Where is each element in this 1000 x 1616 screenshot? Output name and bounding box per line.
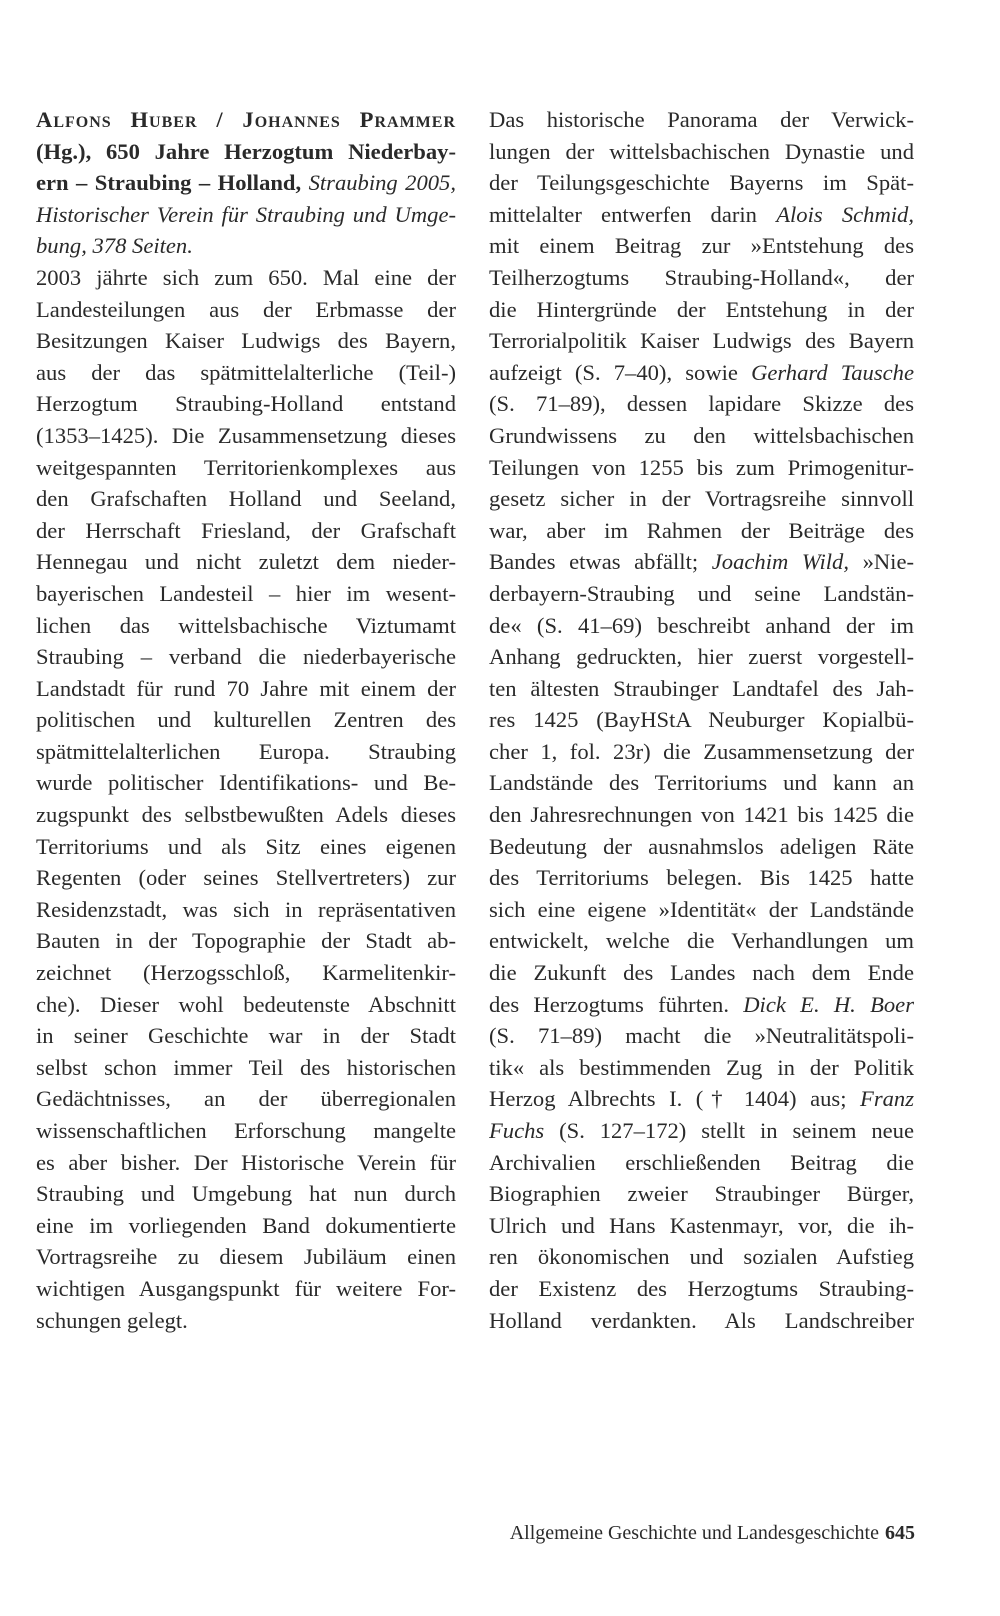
body-line: che). Dieser wohl bedeutenste Abschnitt [36, 991, 456, 1017]
left-column [36, 104, 456, 1336]
body-text: Grundwissens zu den wittelsbachischen [489, 422, 914, 448]
body-line [489, 767, 914, 799]
body-text: der Teilungsgeschichte Bayerns im Spät- [489, 170, 914, 196]
body-text: war, aber im Rahmen der Beiträge des [489, 517, 914, 543]
body-line: aus der das spätmittelalterliche (Teil-) [36, 359, 456, 385]
body-text: de« (S. 41–69) beschreibt anhand der im [489, 612, 914, 638]
heading-line-authors [36, 104, 456, 136]
body-text: sich eine eigene »Identität« der Landstände [489, 896, 914, 922]
body-line [489, 578, 914, 610]
body-line: spätmittelalterlichen Europa. Straubing [36, 738, 456, 764]
body-line [489, 325, 914, 357]
body-text: Ulrich und Hans Kastenmayr, vor, die ih- [489, 1212, 914, 1238]
body-line [489, 989, 914, 1021]
body-text: die Zukunft des Landes nach dem Ende [489, 960, 914, 986]
body-text: Terrorialpolitik Kaiser Ludwigs des Bayern [489, 328, 914, 354]
body-line [489, 862, 914, 894]
body-text: Landstände des Territoriums und kann an [489, 770, 914, 796]
body-text: mit einem Beitrag zur »Entstehung des [489, 233, 914, 259]
body-line: zugspunkt des selbstbewußten Adels dieses [36, 802, 456, 828]
body-text: Bandes etwas abfällt; [489, 549, 712, 575]
body-line: wissenschaftlichen Erforschung mangelte [36, 1118, 456, 1143]
body-text: Anhang gedruckten, hier zuerst vorgestell- [489, 644, 914, 670]
body-line: in seiner Geschichte war in der Stadt [36, 1023, 456, 1049]
body-line: Landesteilungen aus der Erbmasse der [36, 296, 456, 322]
body-line [489, 831, 914, 863]
body-line [489, 894, 914, 926]
heading-line-title-1 [36, 136, 456, 168]
body-line: zeichnet (Herzogsschloß, Karmelitenkir- [36, 960, 456, 986]
body-text: (S. 127–172) stellt in seinem neue [544, 1118, 914, 1143]
body-text: Teilungen von 1255 bis zum Primogenitur- [489, 454, 914, 480]
heading-line-title-2 [36, 167, 456, 199]
right-column [489, 104, 914, 1336]
body-text: (S. 71–89), dessen lapidare Skizze des [489, 391, 914, 417]
cited-author: Dick E. H. Boer [743, 991, 914, 1017]
publisher-line: Historischer Verein für Straubing und Umge- [36, 201, 456, 227]
running-footer-title: Allgemeine Geschichte und Landesgeschichte [509, 1522, 879, 1544]
body-text: Herzog Albrechts I. († 1404) aus; [489, 1086, 861, 1112]
cited-author: Joachim Wild, [711, 549, 849, 575]
body-text: den Jahresrechnungen von 1421 bis 1425 die [489, 802, 914, 828]
body-line: es aber bisher. Der Historische Verein für [36, 1149, 456, 1175]
body-line [489, 167, 914, 199]
body-line: Residenzstadt, was sich in repräsentativen [36, 896, 456, 922]
body-line [489, 1241, 914, 1273]
body-line: selbst schon immer Teil des historischen [36, 1054, 456, 1080]
body-text: Archivalien erschließenden Beitrag die [489, 1149, 914, 1175]
body-line [489, 957, 914, 989]
body-line: 2003 jährte sich zum 650. Mal eine der [36, 264, 456, 290]
body-line [489, 925, 914, 957]
body-line [489, 1083, 914, 1115]
body-text: cher 1, fol. 23r) die Zusammensetzung der [489, 738, 914, 764]
body-text: tik« als bestimmenden Zug in der Politik [489, 1054, 914, 1080]
body-text: ten ältesten Straubinger Landtafel des Jah- [489, 675, 914, 701]
body-line [489, 610, 914, 642]
body-line: bayerischen Landesteil – hier im wesent- [36, 580, 456, 606]
left-body-text [36, 262, 456, 1336]
body-line [489, 1115, 914, 1147]
body-line: der Herrschaft Friesland, der Grafschaft [36, 517, 456, 543]
body-text: gesetz sicher in der Vortragsreihe sinnvoll [489, 486, 914, 512]
body-line [489, 452, 914, 484]
book-title-part1: 650 Jahre Herzogtum Niederbay- [105, 138, 456, 164]
body-line: Herzogtum Straubing-Holland entstand [36, 391, 456, 417]
body-line [489, 262, 914, 294]
pub-place-year: Straubing 2005, [308, 170, 456, 196]
body-line: schungen gelegt. [36, 1307, 188, 1333]
book-authors: Alfons Huber / Johannes Prammer [36, 107, 456, 132]
body-text: aufzeigt (S. 7–40), sowie [489, 359, 752, 385]
body-text: des Herzogtums führten. [489, 991, 744, 1017]
body-line [489, 199, 914, 231]
body-text: res 1425 (BayHStA Neuburger Kopialbü- [489, 707, 914, 733]
body-line [489, 388, 914, 420]
cited-author: Franz [860, 1086, 914, 1112]
editor-tag: (Hg.), [36, 138, 92, 164]
body-line: (1353–1425). Die Zusammensetzung dieses [36, 422, 456, 448]
body-text: die Hintergründe der Entstehung in der [489, 296, 914, 322]
body-line [489, 546, 914, 578]
body-line [489, 294, 914, 326]
page-footer [460, 1522, 915, 1545]
cited-author: Fuchs [489, 1118, 545, 1143]
page-number: 645 [885, 1522, 915, 1544]
body-text: Das historische Panorama der Verwick- [489, 107, 914, 132]
body-line [489, 736, 914, 768]
body-line: Bauten in der Topographie der Stadt ab- [36, 928, 456, 954]
body-text: mittelalter entwerfen darin [489, 201, 777, 227]
body-line [489, 704, 914, 736]
body-line [489, 420, 914, 452]
body-text: (S. 71–89) macht die »Neutralitätspoli- [489, 1023, 914, 1049]
body-line: den Grafschaften Holland und Seeland, [36, 486, 456, 512]
body-text: Bedeutung der ausnahmslos adeligen Räte [489, 833, 914, 859]
body-line: wichtigen Ausgangspunkt für weitere For- [36, 1275, 456, 1301]
book-heading [36, 104, 456, 262]
body-line [489, 515, 914, 547]
body-line [489, 1273, 914, 1305]
body-line: weitgespannten Territorienkomplexes aus [36, 454, 456, 480]
body-text: lungen der wittelsbachischen Dynastie und [489, 138, 914, 164]
body-line: wurde politischer Identifikations- und Be- [36, 770, 456, 796]
body-line: politischen und kulturellen Zentren des [36, 707, 456, 733]
body-line [489, 104, 914, 136]
body-line: Hennegau und nicht zuletzt dem nieder- [36, 549, 456, 575]
body-line [489, 1210, 914, 1242]
body-line: eine im vorliegenden Band dokumentierte [36, 1212, 456, 1238]
body-text: ren ökonomischen und sozialen Aufstieg [489, 1244, 914, 1270]
body-line: Regenten (oder seines Stellvertreters) zur [36, 865, 456, 891]
body-text: entwickelt, welche die Verhandlungen um [489, 928, 914, 954]
body-line [489, 1178, 914, 1210]
body-line: lichen das wittelsbachische Viztumamt [36, 612, 456, 638]
body-text: derbayern-Straubing und seine Landstän- [489, 580, 914, 606]
body-text: Biographien zweier Straubinger Bürger, [489, 1181, 914, 1207]
body-line [489, 799, 914, 831]
cited-author: Alois Schmid, [776, 201, 914, 227]
body-line [489, 673, 914, 705]
body-line [489, 1147, 914, 1179]
body-line [489, 230, 914, 262]
body-line [489, 357, 914, 389]
body-line: Straubing und Umgebung hat nun durch [36, 1181, 456, 1207]
book-title-part2: ern – Straubing – Holland, [36, 170, 302, 196]
body-line [489, 641, 914, 673]
body-line: Landstadt für rund 70 Jahre mit einem der [36, 675, 456, 701]
body-line [489, 1305, 914, 1337]
body-text: des Territoriums belegen. Bis 1425 hatte [489, 865, 914, 891]
body-line: Territoriums und als Sitz eines eigenen [36, 833, 456, 859]
body-line: Vortragsreihe zu diesem Jubiläum einen [36, 1244, 456, 1270]
body-line: Straubing – verband die niederbayerische [36, 644, 456, 670]
body-text: der Existenz des Herzogtums Straubing- [489, 1275, 914, 1301]
body-line [489, 1052, 914, 1084]
body-line: Besitzungen Kaiser Ludwigs des Bayern, [36, 328, 456, 354]
body-line [489, 136, 914, 168]
publisher-line-2: bung, 378 Seiten. [36, 233, 193, 259]
body-text: Holland verdankten. Als Landschreiber [489, 1307, 914, 1333]
body-line: Gedächtnisses, an der überregionalen [36, 1086, 456, 1112]
cited-author: Gerhard Tausche [751, 359, 914, 385]
body-line [489, 1020, 914, 1052]
body-text: »Nie- [848, 549, 914, 575]
body-line [489, 483, 914, 515]
body-text: Teilherzogtums Straubing-Holland«, der [489, 264, 914, 290]
